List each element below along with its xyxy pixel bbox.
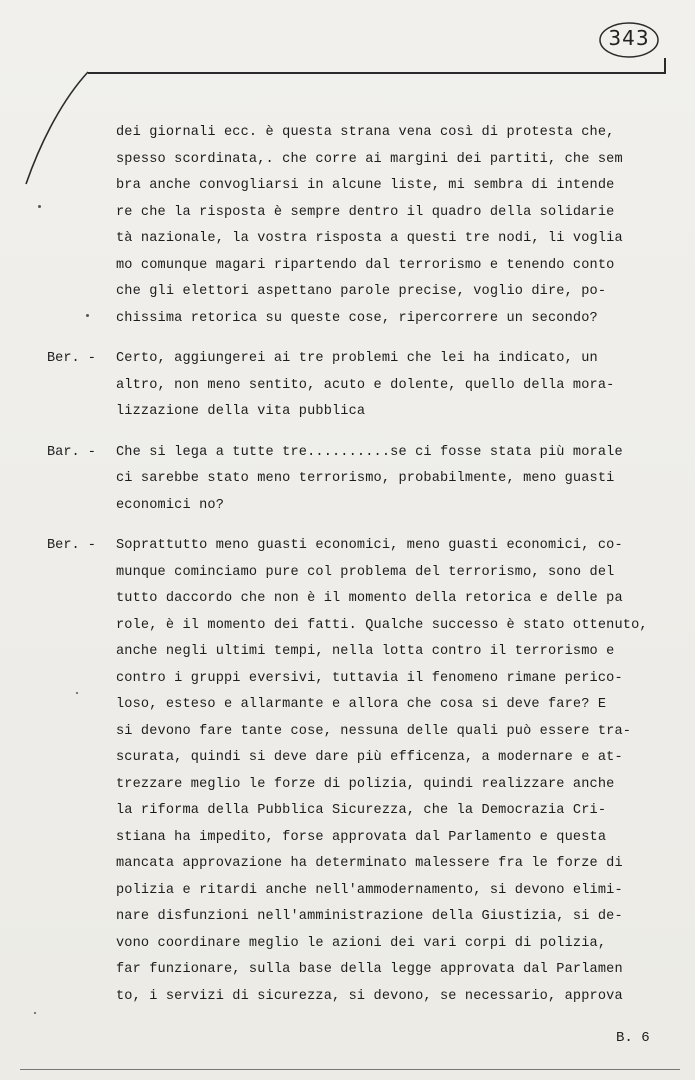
text-line: loso, esteso e allarmante e allora che cosa si deve fare? E [116,697,607,712]
ink-speck [76,692,78,694]
ink-speck [86,314,89,317]
text-line: la riforma della Pubblica Sicurezza, che la Democrazia Cri- [116,803,607,818]
text-line: scurata, quindi si deve dare più efficenza, a modernare e at- [116,750,623,765]
text-line: tà nazionale, la vostra risposta a questi tre nodi, li voglia [116,231,623,246]
page-number: 343 [608,26,650,50]
text-line: Che si lega a tutte tre..........se ci fosse stata più morale [116,444,623,460]
text-line: nare disfunzioni nell'amministrazione della Giustizia, si de- [116,909,623,924]
text-line: mo comunque magari ripartendo dal terrorismo e tenendo conto [116,257,615,273]
text-line: vono coordinare meglio le azioni dei vari corpi di polizia, [116,935,607,951]
text-line: mancata approvazione ha determinato malessere fra le forze di [116,856,623,871]
text-line: bra anche convogliarsi in alcune liste, mi sembra di intende [116,178,615,193]
text-line: economici no? [116,497,224,513]
text-line: re che la risposta è sempre dentro il quadro della solidarie [116,204,615,220]
text-line: che gli elettori aspettano parole precise, voglio dire, po- [116,284,607,299]
speaker-label: Ber. - [47,351,96,366]
text-line: Soprattutto meno guasti economici, meno guasti economici, co- [116,538,623,553]
ink-speck [38,205,41,208]
text-line: chissima retorica su queste cose, ripercorrere un secondo? [116,310,598,326]
text-line: tutto daccordo che non è il momento della retorica e delle pa [116,591,623,606]
text-line: si devono fare tante cose, nessuna delle quali può essere tra- [116,723,632,739]
text-line: ci sarebbe stato meno terrorismo, probabilmente, meno guasti [116,471,615,486]
text-line: dei giornali ecc. è questa strana vena così di protesta che, [116,125,615,140]
text-line: anche negli ultimi tempi, nella lotta contro il terrorismo e [116,644,615,659]
text-line: Certo, aggiungerei ai tre problemi che lei ha indicato, un [116,351,598,366]
text-line: stiana ha impedito, forse approvata dal Parlamento e questa [116,829,607,845]
text-line: role, è il momento dei fatti. Qualche successo è stato ottenuto, [116,617,648,633]
text-line: to, i servizi di sicurezza, si devono, se necessario, approva [116,988,623,1004]
footer-reference: B. 6 [616,1030,650,1046]
text-line: munque cominciamo pure col problema del terrorismo, sono del [116,564,615,580]
ink-speck [34,1012,36,1014]
text-line: polizia e ritardi anche nell'ammodernamento, si devono elimi- [116,882,623,898]
text-line: far funzionare, sulla base della legge approvata dal Parlamen [116,962,623,977]
speaker-label: Bar. - [47,444,96,460]
text-line: spesso scordinata,. che corre ai margini dei partiti, che sem [116,151,623,167]
text-line: trezzare meglio le forze di polizia, quindi realizzare anche [116,776,615,792]
text-line: lizzazione della vita pubblica [116,404,366,419]
text-line: altro, non meno sentito, acuto e dolente, quello della mora- [116,377,615,393]
bottom-rule [20,1069,680,1070]
text-line: contro i gruppi eversivi, tuttavia il fenomeno rimane perico- [116,670,623,686]
speaker-label: Ber. - [47,538,96,553]
